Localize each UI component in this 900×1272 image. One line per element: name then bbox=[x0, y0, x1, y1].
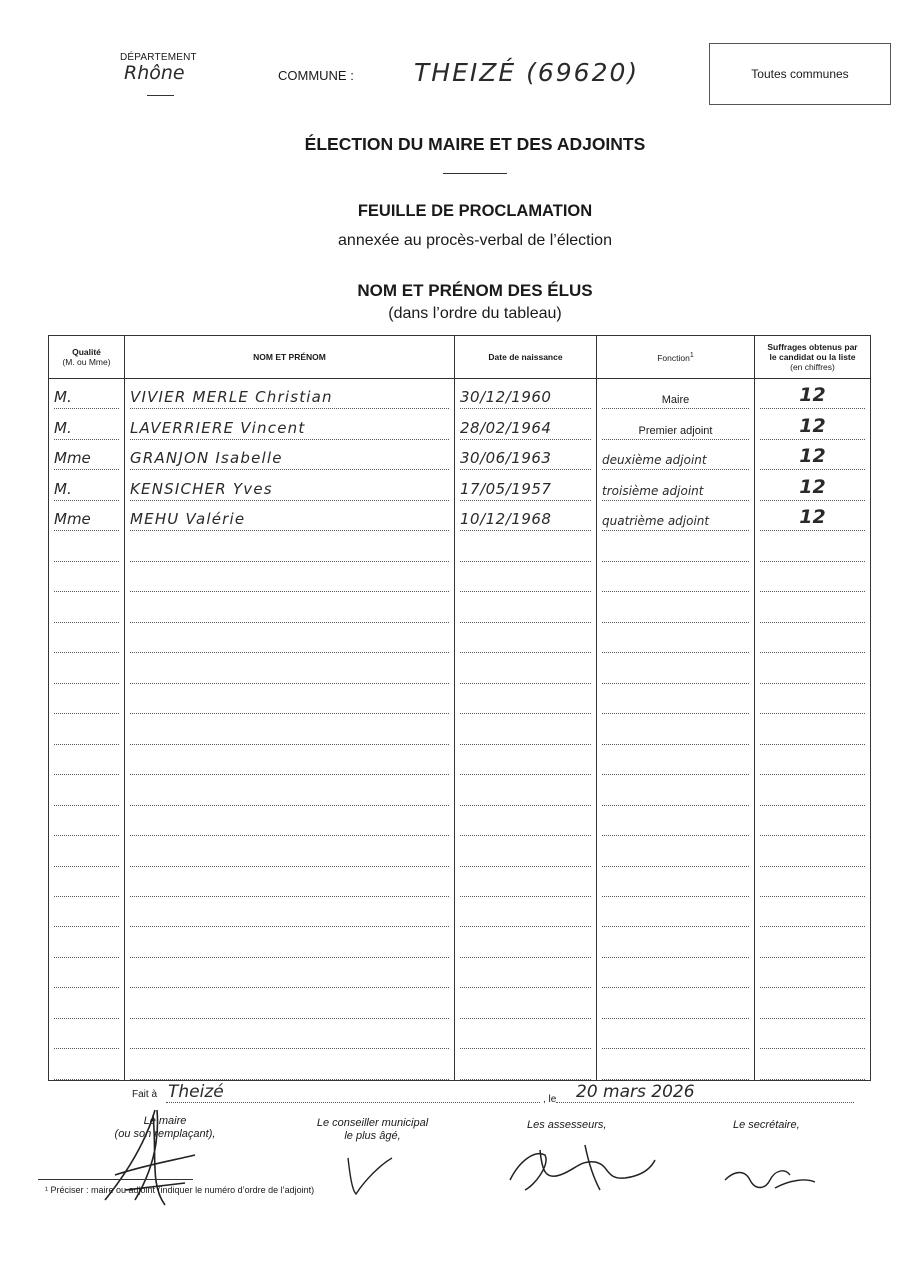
empty-line bbox=[54, 931, 119, 958]
empty-line bbox=[54, 992, 119, 1019]
empty-line bbox=[54, 870, 119, 897]
elu-fonction: quatrième adjoint bbox=[602, 504, 749, 531]
signature-maire-label-line1: Le maire bbox=[143, 1115, 187, 1127]
empty-line bbox=[460, 840, 591, 867]
empty-line bbox=[602, 961, 749, 988]
empty-line bbox=[602, 870, 749, 897]
elu-cell-date bbox=[455, 379, 597, 410]
empty-line bbox=[760, 718, 865, 745]
date-value: 20 mars 2026 bbox=[556, 1082, 854, 1103]
empty-line bbox=[54, 565, 119, 592]
empty-line bbox=[760, 809, 865, 836]
empty-line bbox=[460, 900, 591, 927]
elu-qualite: Mme bbox=[54, 443, 119, 470]
empty-cell-qualite bbox=[49, 836, 125, 866]
empty-cell-nom bbox=[125, 745, 455, 775]
empty-cell-suffrages bbox=[755, 562, 871, 592]
empty-line bbox=[130, 1022, 449, 1049]
elu-nom: VIVIER MERLE Christian bbox=[130, 382, 449, 409]
empty-line bbox=[130, 992, 449, 1019]
empty-cell-qualite bbox=[49, 745, 125, 775]
empty-cell-fonction bbox=[597, 562, 755, 592]
empty-cell-nom bbox=[125, 714, 455, 744]
section-title: FEUILLE DE PROCLAMATION bbox=[357, 202, 593, 220]
elu-row bbox=[49, 379, 871, 410]
empty-line bbox=[760, 1022, 865, 1049]
empty-line bbox=[460, 931, 591, 958]
empty-line bbox=[54, 809, 119, 836]
empty-cell-fonction bbox=[597, 867, 755, 897]
empty-line bbox=[54, 596, 119, 623]
empty-cell-fonction bbox=[597, 958, 755, 988]
signature-conseiller bbox=[340, 1150, 400, 1200]
elu-cell-nom bbox=[125, 409, 455, 439]
empty-cell-nom bbox=[125, 623, 455, 653]
empty-cell-nom bbox=[125, 897, 455, 927]
elu-cell-suffrages bbox=[755, 501, 871, 531]
empty-line bbox=[760, 1053, 865, 1080]
empty-cell-suffrages bbox=[755, 897, 871, 927]
empty-line bbox=[602, 809, 749, 836]
empty-line bbox=[460, 718, 591, 745]
empty-line bbox=[602, 840, 749, 867]
elu-row bbox=[49, 440, 871, 470]
header-date: Date de naissance bbox=[455, 336, 597, 379]
signature-conseiller-label-line1: Le conseiller municipal bbox=[316, 1117, 429, 1129]
empty-row bbox=[49, 806, 871, 836]
elu-cell-fonction bbox=[597, 379, 755, 410]
elu-qualite: Mme bbox=[54, 504, 119, 531]
empty-cell-date bbox=[455, 592, 597, 622]
empty-cell-date bbox=[455, 653, 597, 683]
header-qualite-line1: Qualité bbox=[72, 347, 101, 357]
empty-line bbox=[130, 596, 449, 623]
empty-cell-qualite bbox=[49, 562, 125, 592]
empty-line bbox=[602, 900, 749, 927]
footnote: ¹ Préciser : maire ou adjoint (indiquer le numéro d’ordre de l’adjoint) bbox=[45, 1185, 315, 1195]
empty-cell-suffrages bbox=[755, 531, 871, 561]
empty-line bbox=[130, 931, 449, 958]
empty-cell-qualite bbox=[49, 897, 125, 927]
elu-date: 30/12/1960 bbox=[460, 382, 591, 409]
empty-cell-qualite bbox=[49, 988, 125, 1018]
empty-cell-qualite bbox=[49, 1049, 125, 1080]
empty-cell-suffrages bbox=[755, 684, 871, 714]
empty-row bbox=[49, 745, 871, 775]
empty-line bbox=[760, 657, 865, 684]
empty-cell-date bbox=[455, 897, 597, 927]
empty-line bbox=[460, 535, 591, 562]
header-fonction bbox=[597, 336, 755, 379]
elu-cell-date bbox=[455, 501, 597, 531]
empty-cell-date bbox=[455, 623, 597, 653]
empty-line bbox=[760, 992, 865, 1019]
empty-cell-fonction bbox=[597, 623, 755, 653]
empty-row bbox=[49, 684, 871, 714]
empty-row bbox=[49, 653, 871, 683]
elu-cell-suffrages bbox=[755, 409, 871, 439]
empty-cell-qualite bbox=[49, 806, 125, 836]
empty-line bbox=[760, 961, 865, 988]
empty-cell-date bbox=[455, 1019, 597, 1049]
empty-cell-fonction bbox=[597, 1049, 755, 1080]
elu-cell-nom bbox=[125, 470, 455, 500]
empty-cell-date bbox=[455, 988, 597, 1018]
elu-row bbox=[49, 470, 871, 500]
empty-line bbox=[460, 809, 591, 836]
empty-cell-suffrages bbox=[755, 745, 871, 775]
empty-cell-suffrages bbox=[755, 653, 871, 683]
elu-cell-nom bbox=[125, 501, 455, 531]
table-header-row bbox=[49, 336, 871, 379]
empty-cell-qualite bbox=[49, 684, 125, 714]
empty-line bbox=[130, 1053, 449, 1080]
empty-line bbox=[760, 840, 865, 867]
empty-line bbox=[460, 779, 591, 806]
elu-nom: KENSICHER Yves bbox=[130, 474, 449, 501]
elu-cell-suffrages bbox=[755, 470, 871, 500]
empty-line bbox=[460, 870, 591, 897]
empty-cell-fonction bbox=[597, 836, 755, 866]
empty-cell-nom bbox=[125, 562, 455, 592]
empty-cell-date bbox=[455, 531, 597, 561]
empty-cell-suffrages bbox=[755, 927, 871, 957]
empty-line bbox=[460, 596, 591, 623]
fait-a-value: Theizé bbox=[166, 1082, 540, 1103]
elu-cell-date bbox=[455, 409, 597, 439]
empty-line bbox=[54, 687, 119, 714]
header-suffrages bbox=[755, 336, 871, 379]
elu-cell-qualite bbox=[49, 501, 125, 531]
elu-cell-suffrages bbox=[755, 440, 871, 470]
empty-cell-nom bbox=[125, 988, 455, 1018]
empty-line bbox=[602, 992, 749, 1019]
empty-cell-date bbox=[455, 836, 597, 866]
empty-line bbox=[602, 748, 749, 775]
empty-line bbox=[602, 565, 749, 592]
empty-line bbox=[54, 779, 119, 806]
empty-line bbox=[54, 1022, 119, 1049]
empty-line bbox=[460, 657, 591, 684]
empty-cell-fonction bbox=[597, 927, 755, 957]
elu-cell-fonction bbox=[597, 501, 755, 531]
elu-date: 30/06/1963 bbox=[460, 443, 591, 470]
empty-cell-nom bbox=[125, 1019, 455, 1049]
empty-line bbox=[602, 779, 749, 806]
empty-line bbox=[460, 961, 591, 988]
empty-line bbox=[54, 626, 119, 653]
empty-line bbox=[130, 535, 449, 562]
empty-cell-suffrages bbox=[755, 867, 871, 897]
header-fonction-footnote-mark: 1 bbox=[689, 352, 694, 360]
empty-row bbox=[49, 714, 871, 744]
empty-cell-fonction bbox=[597, 775, 755, 805]
empty-line bbox=[760, 565, 865, 592]
empty-cell-suffrages bbox=[755, 592, 871, 622]
elu-cell-nom bbox=[125, 379, 455, 410]
empty-cell-nom bbox=[125, 531, 455, 561]
empty-line bbox=[460, 992, 591, 1019]
empty-line bbox=[602, 626, 749, 653]
empty-row bbox=[49, 775, 871, 805]
elu-date: 17/05/1957 bbox=[460, 474, 591, 501]
empty-line bbox=[54, 961, 119, 988]
empty-cell-nom bbox=[125, 684, 455, 714]
empty-line bbox=[130, 626, 449, 653]
empty-cell-suffrages bbox=[755, 836, 871, 866]
empty-line bbox=[760, 687, 865, 714]
empty-line bbox=[130, 809, 449, 836]
elu-cell-date bbox=[455, 470, 597, 500]
empty-line bbox=[54, 840, 119, 867]
signature-secretaire-label: Le secrétaire, bbox=[733, 1119, 800, 1131]
empty-row bbox=[49, 562, 871, 592]
table-subtitle: (dans l’ordre du tableau) bbox=[388, 305, 562, 322]
empty-cell-nom bbox=[125, 958, 455, 988]
empty-line bbox=[460, 565, 591, 592]
empty-line bbox=[602, 535, 749, 562]
empty-cell-fonction bbox=[597, 897, 755, 927]
signature-maire bbox=[95, 1105, 205, 1215]
empty-cell-fonction bbox=[597, 988, 755, 1018]
signature-assesseurs-label: Les assesseurs, bbox=[527, 1119, 607, 1131]
empty-cell-date bbox=[455, 714, 597, 744]
empty-line bbox=[602, 657, 749, 684]
empty-cell-date bbox=[455, 1049, 597, 1080]
empty-line bbox=[760, 900, 865, 927]
empty-cell-fonction bbox=[597, 531, 755, 561]
empty-line bbox=[130, 900, 449, 927]
empty-line bbox=[760, 931, 865, 958]
empty-line bbox=[602, 931, 749, 958]
elu-fonction: Maire bbox=[602, 382, 749, 409]
signature-maire-label-line2: (ou son remplaçant), bbox=[114, 1128, 216, 1140]
signature-assesseur-1 bbox=[500, 1140, 660, 1200]
elus-table bbox=[48, 335, 871, 1081]
empty-cell-qualite bbox=[49, 653, 125, 683]
empty-cell-date bbox=[455, 562, 597, 592]
empty-line bbox=[760, 779, 865, 806]
empty-row bbox=[49, 988, 871, 1018]
empty-line bbox=[130, 870, 449, 897]
empty-cell-qualite bbox=[49, 867, 125, 897]
elu-cell-date bbox=[455, 440, 597, 470]
header-suffrages-line3: (en chiffres) bbox=[790, 362, 835, 372]
elus-table-body bbox=[49, 379, 871, 1081]
elu-date: 28/02/1964 bbox=[460, 413, 591, 440]
departement-value: Rhône bbox=[124, 62, 185, 84]
elu-nom: MEHU Valérie bbox=[130, 504, 449, 531]
empty-cell-suffrages bbox=[755, 958, 871, 988]
empty-line bbox=[460, 626, 591, 653]
elu-nom: LAVERRIERE Vincent bbox=[130, 413, 449, 440]
section-subtitle: annexée au procès-verbal de l’élection bbox=[338, 232, 612, 249]
commune-label: COMMUNE : bbox=[278, 68, 354, 83]
empty-cell-fonction bbox=[597, 714, 755, 744]
empty-row bbox=[49, 927, 871, 957]
table-title: NOM ET PRÉNOM DES ÉLUS bbox=[357, 281, 593, 300]
empty-cell-fonction bbox=[597, 684, 755, 714]
footnote-divider bbox=[38, 1179, 193, 1180]
empty-cell-nom bbox=[125, 653, 455, 683]
empty-line bbox=[602, 718, 749, 745]
empty-cell-qualite bbox=[49, 775, 125, 805]
empty-cell-fonction bbox=[597, 592, 755, 622]
empty-line bbox=[602, 1053, 749, 1080]
empty-cell-qualite bbox=[49, 714, 125, 744]
elu-fonction: troisième adjoint bbox=[602, 474, 749, 501]
page-title: ÉLECTION DU MAIRE ET DES ADJOINTS bbox=[304, 134, 646, 154]
empty-cell-suffrages bbox=[755, 806, 871, 836]
elu-cell-nom bbox=[125, 440, 455, 470]
empty-line bbox=[760, 626, 865, 653]
empty-line bbox=[130, 657, 449, 684]
elu-date: 10/12/1968 bbox=[460, 504, 591, 531]
elu-cell-fonction bbox=[597, 470, 755, 500]
empty-line bbox=[130, 748, 449, 775]
departement-underline bbox=[147, 95, 174, 96]
elu-nom: GRANJON Isabelle bbox=[130, 443, 449, 470]
elu-cell-suffrages bbox=[755, 379, 871, 410]
toutes-communes-box bbox=[709, 43, 891, 105]
title-divider bbox=[443, 173, 507, 174]
empty-cell-qualite bbox=[49, 1019, 125, 1049]
empty-cell-suffrages bbox=[755, 714, 871, 744]
empty-row bbox=[49, 958, 871, 988]
empty-row bbox=[49, 867, 871, 897]
elu-cell-qualite bbox=[49, 470, 125, 500]
empty-line bbox=[460, 687, 591, 714]
elu-suffrages: 12 bbox=[760, 474, 865, 501]
empty-cell-nom bbox=[125, 836, 455, 866]
empty-cell-suffrages bbox=[755, 775, 871, 805]
empty-line bbox=[54, 535, 119, 562]
empty-line bbox=[460, 748, 591, 775]
empty-cell-qualite bbox=[49, 958, 125, 988]
empty-line bbox=[130, 718, 449, 745]
empty-line bbox=[760, 748, 865, 775]
elu-qualite: M. bbox=[54, 474, 119, 501]
le-label: , le bbox=[543, 1094, 557, 1105]
elu-cell-fonction bbox=[597, 409, 755, 439]
empty-cell-fonction bbox=[597, 653, 755, 683]
empty-row bbox=[49, 531, 871, 561]
elu-fonction: deuxième adjoint bbox=[602, 443, 749, 470]
header-qualite bbox=[49, 336, 125, 379]
empty-cell-fonction bbox=[597, 1019, 755, 1049]
toutes-communes-text: Toutes communes bbox=[751, 67, 849, 81]
elu-cell-qualite bbox=[49, 379, 125, 410]
empty-line bbox=[54, 900, 119, 927]
empty-cell-date bbox=[455, 745, 597, 775]
commune-value: THEIZÉ (69620) bbox=[414, 58, 640, 87]
elu-row bbox=[49, 409, 871, 439]
empty-line bbox=[760, 596, 865, 623]
empty-cell-nom bbox=[125, 806, 455, 836]
empty-line bbox=[130, 565, 449, 592]
empty-cell-nom bbox=[125, 1049, 455, 1080]
empty-cell-date bbox=[455, 958, 597, 988]
empty-cell-suffrages bbox=[755, 1049, 871, 1080]
empty-line bbox=[760, 870, 865, 897]
empty-cell-suffrages bbox=[755, 1019, 871, 1049]
empty-cell-fonction bbox=[597, 745, 755, 775]
empty-row bbox=[49, 623, 871, 653]
empty-cell-suffrages bbox=[755, 988, 871, 1018]
empty-line bbox=[760, 535, 865, 562]
empty-line bbox=[54, 718, 119, 745]
header-qualite-line2: (M. ou Mme) bbox=[62, 357, 111, 367]
empty-cell-qualite bbox=[49, 592, 125, 622]
elu-row bbox=[49, 501, 871, 531]
empty-row bbox=[49, 592, 871, 622]
elu-qualite: M. bbox=[54, 413, 119, 440]
empty-cell-suffrages bbox=[755, 623, 871, 653]
signature-conseiller-label-line2: le plus âgé, bbox=[344, 1130, 401, 1142]
elu-qualite: M. bbox=[54, 382, 119, 409]
departement-label: DÉPARTEMENT bbox=[120, 52, 197, 63]
signature-conseiller-label bbox=[300, 1117, 445, 1143]
empty-cell-nom bbox=[125, 927, 455, 957]
empty-line bbox=[54, 657, 119, 684]
empty-line bbox=[460, 1022, 591, 1049]
empty-cell-qualite bbox=[49, 623, 125, 653]
signature-secretaire bbox=[720, 1160, 820, 1200]
empty-cell-fonction bbox=[597, 806, 755, 836]
header-suffrages-line2: le candidat ou la liste bbox=[769, 352, 856, 362]
elu-fonction: Premier adjoint bbox=[602, 413, 749, 440]
elu-suffrages: 12 bbox=[760, 382, 865, 409]
empty-cell-nom bbox=[125, 775, 455, 805]
empty-line bbox=[54, 748, 119, 775]
empty-line bbox=[130, 840, 449, 867]
empty-line bbox=[130, 961, 449, 988]
header-nom: NOM ET PRÉNOM bbox=[125, 336, 455, 379]
empty-line bbox=[54, 1053, 119, 1080]
empty-line bbox=[130, 687, 449, 714]
header-suffrages-line1: Suffrages obtenus par bbox=[767, 342, 858, 352]
empty-line bbox=[602, 687, 749, 714]
empty-row bbox=[49, 836, 871, 866]
empty-cell-qualite bbox=[49, 927, 125, 957]
empty-line bbox=[460, 1053, 591, 1080]
empty-row bbox=[49, 1019, 871, 1049]
empty-line bbox=[130, 779, 449, 806]
elu-suffrages: 12 bbox=[760, 443, 865, 470]
empty-cell-nom bbox=[125, 867, 455, 897]
empty-cell-date bbox=[455, 927, 597, 957]
elu-suffrages: 12 bbox=[760, 504, 865, 531]
elu-cell-qualite bbox=[49, 440, 125, 470]
header-fonction-text: Fonction bbox=[657, 352, 690, 363]
elu-cell-fonction bbox=[597, 440, 755, 470]
fait-a-label: Fait à bbox=[132, 1089, 158, 1100]
empty-cell-qualite bbox=[49, 531, 125, 561]
empty-row bbox=[49, 897, 871, 927]
empty-cell-date bbox=[455, 775, 597, 805]
empty-line bbox=[602, 596, 749, 623]
empty-cell-date bbox=[455, 806, 597, 836]
empty-line bbox=[602, 1022, 749, 1049]
empty-cell-date bbox=[455, 684, 597, 714]
elu-cell-qualite bbox=[49, 409, 125, 439]
elu-suffrages: 12 bbox=[760, 413, 865, 440]
empty-cell-date bbox=[455, 867, 597, 897]
empty-cell-nom bbox=[125, 592, 455, 622]
empty-row bbox=[49, 1049, 871, 1080]
